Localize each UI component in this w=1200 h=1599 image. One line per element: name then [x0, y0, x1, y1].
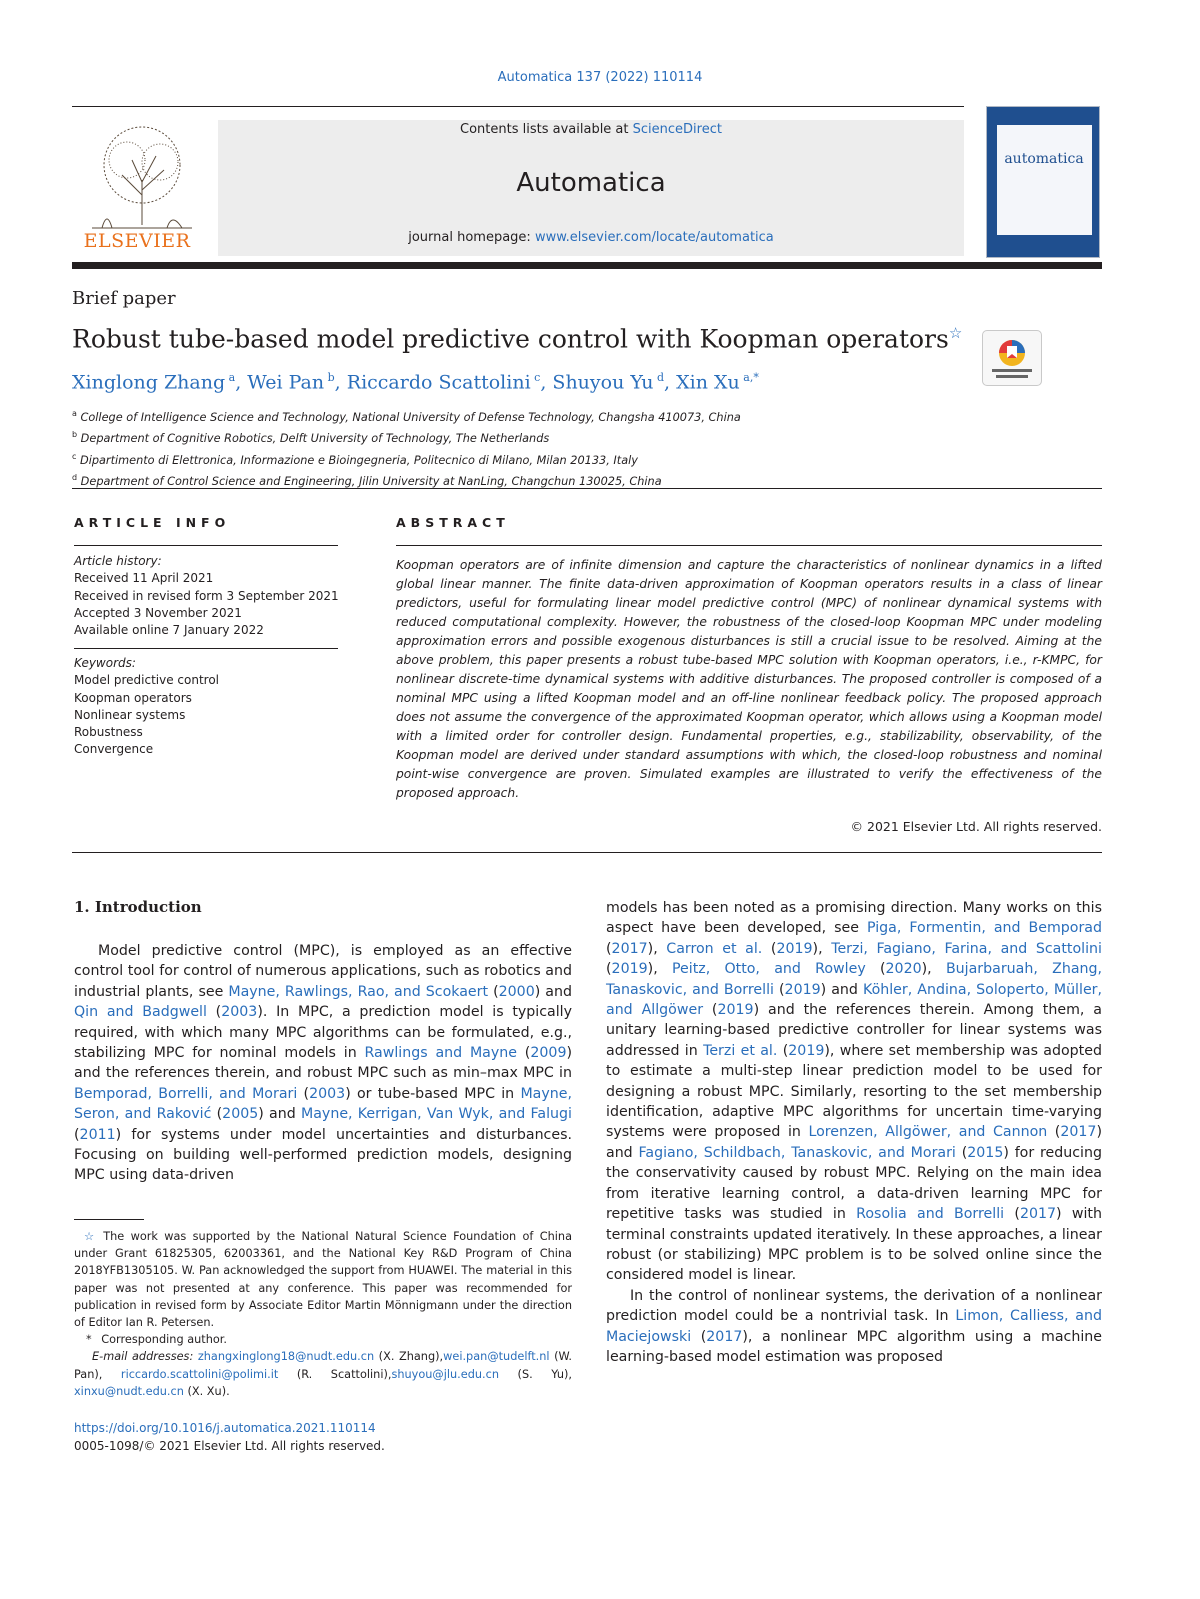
- contents-prefix: Contents lists available at: [460, 122, 633, 137]
- citation-link[interactable]: 2017: [611, 940, 648, 957]
- citation-link[interactable]: 2011: [79, 1126, 116, 1143]
- affiliation-text: Dipartimento di Elettronica, Informazione e Bioingegneria, Politecnico di Milano, Milan 20133, Italy: [76, 453, 638, 467]
- citation-link[interactable]: 2019: [611, 961, 648, 978]
- keyword: Convergence: [74, 742, 154, 757]
- citation-link[interactable]: Terzi, Fagiano, Farina, and Scattolini: [831, 940, 1102, 957]
- author-affiliation-mark[interactable]: c: [530, 371, 541, 384]
- body-text: ) and: [820, 981, 863, 998]
- keywords-rule: [74, 648, 338, 649]
- email-link[interactable]: riccardo.scattolini@polimi.it: [120, 1367, 279, 1381]
- email-owner: (W. Pan),: [74, 1350, 572, 1381]
- intro-paragraph-1: [74, 941, 572, 1186]
- body-text: ), where set membership was adopted to estimate a multi-step linear prediction model to be used for designing a robust MPC. Similarly, resorting to the set membership identification, adaptive MPC algorithms for uncertain time-varying systems were proposed in: [606, 1042, 1102, 1141]
- body-text: (: [777, 1042, 789, 1059]
- author-affiliation-mark[interactable]: d: [653, 371, 665, 384]
- email-owner: (S. Yu),: [499, 1367, 572, 1381]
- citation-link[interactable]: 2019: [717, 1002, 754, 1019]
- email-owner: (X. Xu).: [183, 1384, 230, 1398]
- article-type: Brief paper: [72, 288, 176, 309]
- author-affiliation-mark[interactable]: a,*: [739, 371, 759, 384]
- citation-link[interactable]: Limon, Calliess, and Maciejowski: [606, 1308, 1103, 1345]
- body-text: (: [773, 981, 785, 998]
- author-name[interactable]: Riccardo Scattolini: [346, 371, 531, 394]
- citation-link[interactable]: Bujarbaruah, Zhang, Tanaskovic, and Borrelli: [606, 961, 1103, 998]
- body-text: ), a nonlinear MPC algorithm using a machine learning-based model estimation was proposed: [606, 1328, 1102, 1365]
- sciencedirect-link[interactable]: ScienceDirect: [632, 122, 722, 137]
- history-item: Available online 7 January 2022: [74, 623, 264, 638]
- homepage-link[interactable]: www.elsevier.com/locate/automatica: [534, 230, 774, 245]
- affiliation: [72, 469, 741, 490]
- citation-link[interactable]: 2000: [498, 983, 535, 1000]
- doi-block: [74, 1419, 385, 1455]
- funding-footnote-mark: ☆: [84, 1230, 97, 1243]
- affiliation-text: College of Intelligence Science and Technology, National University of Defense Technology, Changsha 410073, China: [76, 410, 741, 424]
- elsevier-wordmark: ELSEVIER: [83, 230, 191, 252]
- citation-link[interactable]: 2005: [222, 1106, 259, 1123]
- body-text: ),: [921, 961, 946, 978]
- citation-link[interactable]: Qin and Badgwell: [74, 1004, 207, 1021]
- doi-link[interactable]: https://doi.org/10.1016/j.automatica.2021.110114: [74, 1421, 376, 1435]
- cover-panel: [997, 125, 1092, 235]
- right-column: [606, 898, 1102, 1367]
- author-name[interactable]: Xinglong Zhang: [72, 371, 226, 394]
- keyword: Koopman operators: [74, 690, 192, 705]
- journal-cover-thumbnail[interactable]: [986, 106, 1100, 258]
- citation-link[interactable]: Rosolia and Borrelli: [856, 1206, 1005, 1223]
- footnote-rule: [74, 1219, 144, 1220]
- abstract-bottom-rule: [72, 852, 1102, 853]
- body-text: (: [762, 940, 777, 957]
- body-text: ) for systems under model uncertainties and disturbances. Focusing on building well-performed prediction models, designing MPC using data-driven: [74, 1126, 572, 1184]
- funding-footnote: [74, 1228, 572, 1331]
- abstract-text: Koopman operators are of infinite dimension and capture the characteristics of nonlinear dynamics in a lifted global linear manner. The finite data-driven approximation of Koopman operators results in a class of linear predictors, useful for formulating linear model predictive control (MPC) of nonlinear dynamical systems with reduced computational complexity. However, the robustness of the closed-loop Koopman MPC under modeling approximation errors and possible exogenous disturbances is still a crucial issue to be resolved. Aiming at the above problem, this paper presents a robust tube-based MPC solution with Koopman operators, i.e., r-KMPC, for nonlinear discrete-time dynamical systems with additive disturbances. The proposed controller is composed of a nominal MPC using a lifted Koopman model and an off-line nonlinear feedback policy. The proposed approach does not assume the convergence of the approximated Koopman operator, which allows using a Koopman model with a limited order for controller design. Fundamental properties, e.g., stabilizability, observability, of the Koopman model are derived under standard assumptions with which, the closed-loop robustness and nominal point-wise convergence are proven. Simulated examples are illustrated to verify the effectiveness of the proposed approach.: [396, 558, 1102, 800]
- keywords-label: Keywords:: [74, 656, 136, 670]
- keyword: Model predictive control: [74, 673, 219, 688]
- affiliation-text: Department of Control Science and Engineering, Jilin University at NanLing, Changchun 130025, China: [77, 474, 662, 488]
- section-heading-introduction: 1. Introduction: [74, 898, 202, 916]
- header-thick-rule: [72, 262, 1102, 269]
- affiliation-mark: c: [72, 451, 77, 461]
- body-text: (: [1004, 1206, 1020, 1223]
- affiliation-list: [72, 405, 741, 490]
- citation-link[interactable]: 2017: [1060, 1124, 1097, 1141]
- author-list: Xinglong Zhang $^a$, Wei Pan $^b$, Riccardo Scattolini $^c$, Shuyou Yu $^d$, Xin Xu $^{a,*}$: [72, 371, 759, 394]
- funding-footnote-text: The work was supported by the National Natural Science Foundation of China under Grant 61825305, 62003361, and the National Key R&D Program of China 2018YFB1305105. W. Pan acknowledged the support from HUAWEI. The material in this paper was not presented at any conference. This paper was recommended for publication in revised form by Associate Editor Martin Mönnigmann under the direction of Editor Ian R. Petersen.: [74, 1230, 572, 1330]
- header-top-rule: [72, 106, 964, 107]
- keyword: Nonlinear systems: [74, 707, 186, 722]
- citation-link[interactable]: 2020: [885, 961, 922, 978]
- author-name[interactable]: Xin Xu: [676, 371, 740, 394]
- citation-link[interactable]: 2017: [1019, 1206, 1057, 1223]
- history-item: Accepted 3 November 2021: [74, 605, 242, 620]
- history-label: Article history:: [74, 554, 162, 568]
- affiliation-text: Department of Cognitive Robotics, Delft University of Technology, The Netherlands: [77, 432, 550, 446]
- citation-link[interactable]: Mayne, Rawlings, Rao, and Scokaert: [228, 983, 489, 1000]
- body-text: ) and: [534, 983, 572, 1000]
- body-text: models has been noted as a promising direction. Many works on this aspect have been developed, see: [606, 900, 1102, 937]
- affiliation: [72, 405, 741, 426]
- email-link[interactable]: shuyou@jlu.edu.cn: [391, 1367, 499, 1381]
- citation-link[interactable]: 2019: [788, 1042, 825, 1059]
- body-text: (: [955, 1144, 968, 1161]
- journal-name: Automatica: [516, 168, 666, 198]
- article-history: [74, 553, 339, 639]
- email-link[interactable]: xinxu@nudt.edu.cn: [74, 1384, 184, 1398]
- email-link[interactable]: wei.pan@tudelft.nl: [443, 1350, 550, 1364]
- keyword-list: [74, 655, 219, 759]
- intro-paragraph-1-continued: [606, 898, 1102, 1286]
- author-affiliation-mark[interactable]: a: [225, 371, 236, 384]
- citation-link[interactable]: Mayne, Kerrigan, Van Wyk, and Falugi: [301, 1106, 572, 1123]
- citation-link[interactable]: Peitz, Otto, and Rowley: [671, 961, 866, 978]
- contents-line: [218, 122, 964, 137]
- homepage-line: [218, 230, 964, 245]
- body-text: ) for reducing the conservativity caused by robust MPC. Relying on the main idea from iterative learning control, a data-driven learning MPC for repetitive tasks was studied in: [606, 1144, 1102, 1223]
- citation-link[interactable]: Piga, Formentin, and Bemporad: [866, 920, 1103, 937]
- history-item: Received 11 April 2021: [74, 571, 214, 586]
- affiliation: [72, 426, 741, 447]
- body-text: (: [606, 961, 612, 978]
- body-text: (: [606, 940, 612, 957]
- article-info-heading: ARTICLE INFO: [74, 515, 231, 530]
- abstract-copyright: © 2021 Elsevier Ltd. All rights reserved.: [850, 819, 1102, 834]
- body-text: (: [517, 1045, 531, 1062]
- body-text: ) or tube-based MPC in: [345, 1085, 521, 1102]
- citation-link[interactable]: 2009: [530, 1045, 567, 1062]
- body-text: (: [691, 1328, 707, 1345]
- citation-link[interactable]: 2015: [967, 1144, 1004, 1161]
- cover-title: automatica: [1004, 151, 1084, 167]
- affiliation: [72, 448, 741, 469]
- citation-link[interactable]: Carron et al.: [666, 940, 763, 957]
- body-text: (: [703, 1002, 718, 1019]
- body-text: ) and the references therein, and robust MPC such as min–max MPC in: [74, 1045, 573, 1082]
- corresponding-text: Corresponding author.: [101, 1333, 227, 1347]
- abstract-heading: ABSTRACT: [396, 515, 510, 530]
- citation-link[interactable]: Lorenzen, Allgöwer, and Cannon: [808, 1124, 1048, 1141]
- body-text: (: [211, 1106, 223, 1123]
- citation-link[interactable]: 2019: [776, 940, 813, 957]
- email-owner: (R. Scattolini),: [278, 1367, 392, 1381]
- article-info-rule: [74, 545, 338, 546]
- body-text: ),: [647, 940, 667, 957]
- footnotes: [74, 1228, 572, 1400]
- title-bottom-rule: [72, 488, 1102, 489]
- citation-link[interactable]: Bemporad, Borrelli, and Morari: [74, 1085, 298, 1102]
- citation-link[interactable]: 2003: [221, 1004, 258, 1021]
- citation-link[interactable]: 2017: [706, 1328, 743, 1345]
- body-text: ) and the references therein. Among them, a unitary learning-based predictive controller for linear systems was addressed in: [606, 1002, 1102, 1059]
- citation-link[interactable]: Terzi et al.: [703, 1042, 778, 1059]
- body-text: ) and: [258, 1106, 301, 1123]
- citation-link[interactable]: Mayne, Seron, and Raković: [74, 1085, 572, 1123]
- body-text: ),: [647, 961, 672, 978]
- body-text: ). In MPC, a prediction model is typically required, with which many MPC algorithms can be formulated, e.g., stabilizing MPC for nominal models in: [74, 1004, 573, 1062]
- body-text: ),: [812, 940, 832, 957]
- body-text: (: [865, 961, 886, 978]
- email-owner: (X. Zhang),: [374, 1350, 444, 1364]
- citation-link[interactable]: 2003: [309, 1085, 346, 1102]
- body-text: (: [1047, 1124, 1061, 1141]
- left-column: [74, 941, 572, 1186]
- history-item: Received in revised form 3 September 2021: [74, 588, 339, 603]
- body-text: (: [488, 983, 499, 1000]
- corresponding-footnote: [74, 1331, 572, 1348]
- email-footnote: [74, 1348, 572, 1400]
- intro-paragraph-2: [606, 1286, 1102, 1368]
- citation-link[interactable]: Köhler, Andina, Soloperto, Müller, and Allgöwer: [606, 981, 1103, 1019]
- paper-title-text: Robust tube-based model predictive control with Koopman operators: [72, 324, 949, 354]
- author-affiliation-mark[interactable]: b: [324, 371, 335, 384]
- title-footnote-mark[interactable]: ☆: [948, 324, 963, 342]
- citation-link[interactable]: Fagiano, Schildbach, Tanaskovic, and Morari: [638, 1144, 956, 1161]
- author-name[interactable]: Wei Pan: [247, 371, 325, 394]
- keyword: Robustness: [74, 725, 143, 740]
- body-text: ) with terminal constraints updated iteratively. In these approaches, a linear robust (or stabilizing) MPC problem is to be solved online since the considered model is linear.: [606, 1206, 1102, 1284]
- journal-reference[interactable]: Automatica 137 (2022) 110114: [497, 70, 703, 85]
- email-label: E-mail addresses:: [92, 1350, 198, 1364]
- homepage-prefix: journal homepage:: [408, 230, 535, 245]
- paper-title: [72, 324, 972, 353]
- affiliation-mark: b: [72, 430, 78, 440]
- crossmark-icon: [983, 331, 1041, 385]
- body-text: ) and: [606, 1124, 1102, 1161]
- check-for-updates-badge[interactable]: [982, 330, 1042, 386]
- body-text: (: [206, 1004, 222, 1021]
- issn-line: 0005-1098/© 2021 Elsevier Ltd. All rights reserved.: [74, 1439, 385, 1453]
- citation-link[interactable]: 2019: [784, 981, 821, 998]
- corresponding-mark: *: [86, 1333, 92, 1347]
- email-link[interactable]: zhangxinglong18@nudt.edu.cn: [197, 1350, 375, 1364]
- abstract-rule: [396, 545, 1102, 546]
- citation-link[interactable]: Rawlings and Mayne: [364, 1045, 517, 1062]
- body-text: (: [297, 1085, 310, 1102]
- affiliation-mark: a: [72, 409, 77, 418]
- body-text: Model predictive control (MPC), is employed as an effective control tool for control of numerous applications, such as robotics and industrial plants, see: [74, 943, 572, 1000]
- body-text: (: [74, 1126, 80, 1143]
- author-name[interactable]: Shuyou Yu: [552, 371, 654, 394]
- affiliation-mark: d: [72, 472, 78, 482]
- body-text: In the control of nonlinear systems, the derivation of a nonlinear prediction model could be a nontrivial task. In: [606, 1287, 1102, 1325]
